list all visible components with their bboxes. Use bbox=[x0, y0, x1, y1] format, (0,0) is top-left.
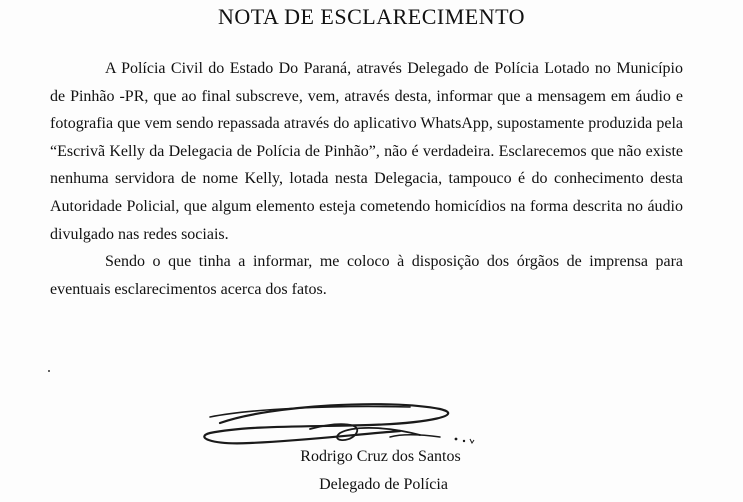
signer-name: Rodrigo Cruz dos Santos bbox=[300, 448, 461, 465]
signer-title: Delegado de Polícia bbox=[319, 476, 448, 493]
paragraph-2: Sendo o que tinha a informar, me coloco à disposição dos órgãos de imprensa para eventuais esclarecimentos acerca dos fatos. bbox=[50, 253, 683, 298]
paragraph-1: A Polícia Civil do Estado Do Paraná, através Delegado de Polícia Lotado no Município de Pinhão -PR, que ao final subscreve, vem, através desta, informar que a mensagem em áudio e fotografia que vem sendo repassada através do aplicativo WhatsApp, supostamente produzida pela “Escrivã Kelly da Delegacia de Polícia de Pinhão”, não é verdadeira. Esclarecemos que não existe nenhuma servidora de nome Kelly, lotada nesta Delegacia, tampouco é do conhecimento desta Autoridade Policial, que algum elemento esteja cometendo homicídios na forma descrita no áudio divulgado nas redes sociais. bbox=[50, 60, 683, 243]
document-body bbox=[50, 55, 683, 303]
document-title: NOTA DE ESCLARECIMENTO bbox=[217, 4, 526, 29]
stray-mark bbox=[48, 370, 50, 372]
